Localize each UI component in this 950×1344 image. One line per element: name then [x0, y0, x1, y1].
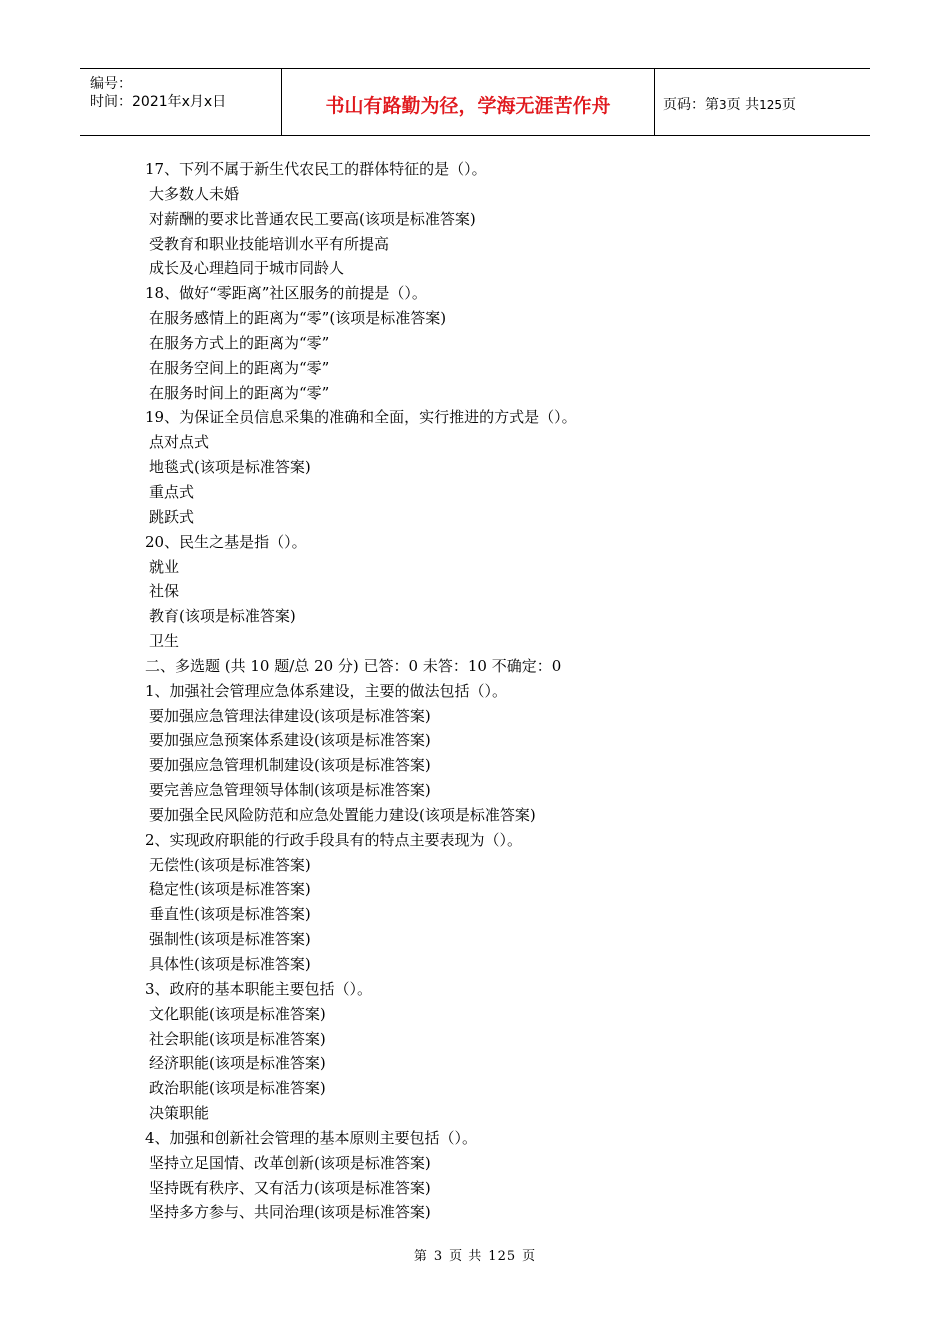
footer-prefix: 第	[413, 1249, 428, 1264]
header-page-mid: 页 共	[726, 97, 760, 113]
answer-option: 强制性(该项是标准答案)	[149, 930, 311, 949]
question-text: 4、加强和创新社会管理的基本原则主要包括（）。	[145, 1128, 478, 1147]
answer-option: 政治职能(该项是标准答案)	[149, 1079, 326, 1098]
answer-option: 教育(该项是标准答案)	[149, 607, 296, 626]
answer-option: 点对点式	[149, 433, 210, 452]
answer-option: 要加强应急管理机制建设(该项是标准答案)	[149, 756, 431, 775]
header-page-prefix: 页码：第	[663, 97, 719, 113]
footer-page-total: 125	[488, 1249, 517, 1264]
page-footer	[0, 1245, 950, 1264]
header-info-cell	[80, 69, 282, 135]
question-text: 二、多选题 (共 10 题/总 20 分) 已答：0 未答：10 不确定：0	[145, 656, 562, 675]
header-page-current: 3	[719, 98, 727, 112]
answer-option: 对薪酬的要求比普通农民工要高(该项是标准答案)	[149, 209, 476, 228]
answer-option: 卫生	[149, 632, 180, 651]
question-text: 1、加强社会管理应急体系建设，主要的做法包括（）。	[145, 681, 508, 700]
footer-suffix: 页	[522, 1249, 537, 1264]
answer-option: 要加强应急预案体系建设(该项是标准答案)	[149, 731, 431, 750]
answer-option: 坚持立足国情、改革创新(该项是标准答案)	[149, 1153, 431, 1172]
question-text: 17、下列不属于新生代农民工的群体特征的是（）。	[145, 160, 487, 178]
answer-option: 在服务空间上的距离为“零”	[149, 358, 330, 377]
question-text: 3、政府的基本职能主要包括（）。	[145, 979, 373, 998]
answer-option: 具体性(该项是标准答案)	[149, 955, 311, 973]
question-text: 20、民生之基是指（）。	[145, 532, 307, 551]
answer-option: 在服务感情上的距离为“零”(该项是标准答案)	[149, 309, 447, 328]
header-motto-cell	[282, 69, 655, 135]
answer-option: 就业	[149, 557, 180, 576]
answer-option: 受教育和职业技能培训水平有所提高	[149, 234, 390, 253]
answer-option: 文化职能(该项是标准答案)	[149, 1004, 326, 1023]
header-page-cell	[655, 69, 870, 135]
answer-option: 大多数人未婚	[149, 184, 240, 203]
header-page-total: 125	[759, 98, 782, 112]
answer-option: 在服务方式上的距离为“零”	[149, 333, 330, 352]
answer-option: 重点式	[149, 482, 195, 501]
document-number-label: 编号：	[90, 76, 132, 92]
footer-mid: 页 共	[449, 1249, 483, 1264]
answer-option: 地毯式(该项是标准答案)	[149, 458, 311, 477]
question-list	[145, 157, 845, 1225]
question-text: 19、为保证全员信息采集的准确和全面，实行推进的方式是（）。	[145, 408, 577, 427]
question-text: 2、实现政府职能的行政手段具有的特点主要表现为（）。	[145, 830, 523, 849]
answer-option: 社保	[149, 582, 180, 601]
question-text: 18、做好“零距离”社区服务的前提是（）。	[145, 284, 427, 303]
answer-option: 稳定性(该项是标准答案)	[149, 880, 311, 899]
answer-option: 垂直性(该项是标准答案)	[149, 905, 311, 924]
page-header	[80, 68, 870, 136]
header-page-suffix: 页	[782, 97, 796, 113]
answer-option: 在服务时间上的距离为“零”	[149, 383, 330, 402]
answer-option: 经济职能(该项是标准答案)	[149, 1054, 326, 1073]
header-page-indicator	[663, 94, 796, 114]
answer-option: 坚持多方参与、共同治理(该项是标准答案)	[149, 1203, 431, 1222]
header-motto: 书山有路勤为径，学海无涯苦作舟	[325, 95, 611, 117]
footer-page-current: 3	[433, 1249, 444, 1264]
answer-option: 要完善应急管理领导体制(该项是标准答案)	[149, 781, 431, 800]
answer-option: 坚持既有秩序、又有活力(该项是标准答案)	[149, 1178, 431, 1197]
answer-option: 要加强应急管理法律建设(该项是标准答案)	[149, 706, 431, 725]
answer-option: 无偿性(该项是标准答案)	[149, 855, 311, 874]
answer-option: 要加强全民风险防范和应急处置能力建设(该项是标准答案)	[149, 805, 536, 824]
answer-option: 社会职能(该项是标准答案)	[149, 1029, 326, 1048]
answer-option: 决策职能	[149, 1104, 210, 1123]
answer-option: 跳跃式	[149, 507, 195, 526]
document-date-label: 时间：2021年x月x日	[90, 94, 227, 110]
answer-option: 成长及心理趋同于城市同龄人	[149, 259, 345, 278]
